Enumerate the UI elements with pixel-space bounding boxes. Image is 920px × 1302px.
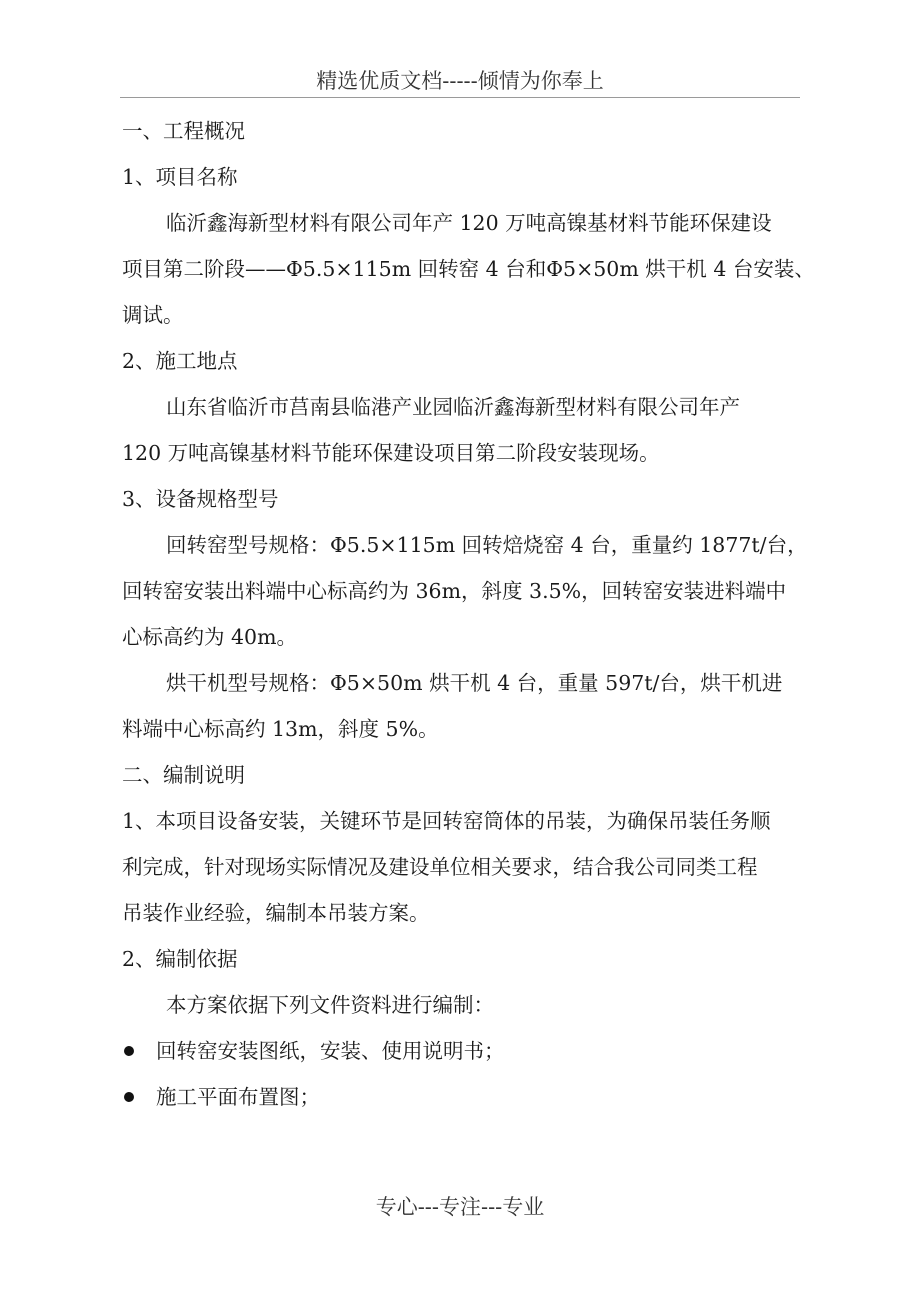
subsection-1-3-title: 3、设备规格型号	[122, 487, 279, 511]
paragraph-line: 回转窑型号规格：Φ5.5×115m 回转焙烧窑 4 台，重量约 1877t/台，	[166, 533, 808, 557]
project-name-paragraph	[122, 200, 815, 338]
page-header: 精选优质文档-----倾情为你奉上	[316, 69, 604, 93]
paragraph-line: 山东省临沂市莒南县临港产业园临沂鑫海新型材料有限公司年产	[166, 395, 740, 419]
bullet-icon	[124, 1046, 134, 1056]
list-item-text: 施工平面布置图；	[156, 1085, 320, 1109]
basis-intro-paragraph	[122, 982, 802, 1028]
page-footer: 专心---专注---专业	[375, 1195, 545, 1219]
section-2-title: 二、编制说明	[122, 763, 245, 787]
site-location-paragraph	[122, 384, 802, 476]
basis-bullet-list	[122, 1028, 802, 1120]
header-divider	[120, 97, 800, 98]
paragraph-line: 临沂鑫海新型材料有限公司年产 120 万吨高镍基材料节能环保建设	[166, 211, 772, 235]
subsection-1-2-title: 2、施工地点	[122, 349, 238, 373]
document-body	[122, 108, 815, 1120]
paragraph-line: 烘干机型号规格：Φ5×50m 烘干机 4 台，重量 597t/台，烘干机进	[166, 671, 783, 695]
paragraph-line: 吊装作业经验，编制本吊装方案。	[122, 901, 430, 925]
paragraph-line: 1、本项目设备安装，关键环节是回转窑筒体的吊装，为确保吊装任务顺	[122, 809, 771, 833]
paragraph-line: 料端中心标高约 13m，斜度 5%。	[122, 717, 439, 741]
subsection-1-1-title: 1、项目名称	[122, 165, 238, 189]
paragraph-line: 回转窑安装出料端中心标高约为 36m，斜度 3.5%，回转窑安装进料端中	[122, 579, 787, 603]
list-item	[122, 1028, 802, 1074]
list-item-text: 回转窑安装图纸，安装、使用说明书；	[156, 1039, 505, 1063]
paragraph-line: 调试。	[122, 303, 184, 327]
kiln-spec-paragraph	[122, 522, 808, 660]
subsection-2-2-title: 2、编制依据	[122, 947, 238, 971]
paragraph-line: 心标高约为 40m。	[122, 625, 298, 649]
bullet-icon	[124, 1092, 134, 1102]
paragraph-line: 项目第二阶段——Φ5.5×115m 回转窑 4 台和Φ5×50m 烘干机 4 台安装、	[122, 257, 815, 281]
compilation-note-paragraph	[122, 798, 802, 936]
paragraph-line: 利完成，针对现场实际情况及建设单位相关要求，结合我公司同类工程	[122, 855, 758, 879]
dryer-spec-paragraph	[122, 660, 802, 752]
paragraph-line: 本方案依据下列文件资料进行编制：	[166, 993, 494, 1017]
section-1-title: 一、工程概况	[122, 119, 245, 143]
list-item	[122, 1074, 802, 1120]
paragraph-line: 120 万吨高镍基材料节能环保建设项目第二阶段安装现场。	[122, 441, 660, 465]
